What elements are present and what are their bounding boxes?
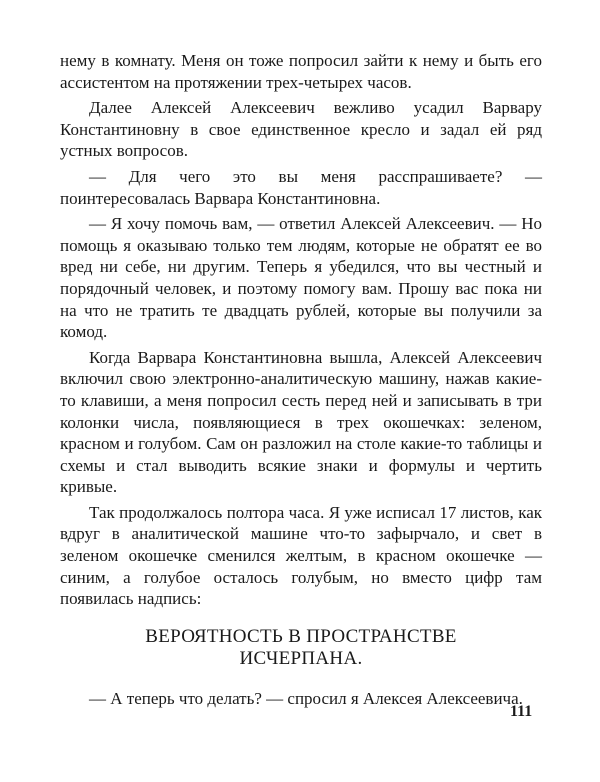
heading-line-1: ВЕРОЯТНОСТЬ В ПРОСТРАНСТВЕ — [145, 625, 457, 647]
paragraph-6: Так продолжалось полтора часа. Я уже исписал 17 листов, как вдруг в аналитической машине что-то зафырчало, и свет в зеленом окошечке сменился желтым, в красном окошечке — синим, а голубое осталось голубым, но вместо цифр там появилась надпись: — [60, 502, 542, 609]
paragraph-final: — А теперь что делать? — спросил я Алексея Алексеевича. — [89, 688, 523, 708]
machine-message-heading — [60, 626, 542, 670]
paragraph-3: — Для чего это вы меня расспрашиваете? — поинтересовалась Варвара Константиновна. — [60, 166, 542, 208]
page-number: 111 — [510, 703, 533, 720]
paragraph-4: — Я хочу помочь вам, — ответил Алексей Алексеевич. — Но помощь я оказываю только тем людям, которые не обратят ее во вред ни себе, ни другим. Теперь я убедился, что вы честный и порядочный человек, и поэтому помогу вам. Прошу вас пока ни на что не тратить те двадцать рублей, которые вы получили за комод. — [60, 214, 542, 342]
paragraph-2: Далее Алексей Алексеевич вежливо усадил Варвару Константиновну в свое единственное кресло и задал ей ряд устных вопросов. — [60, 98, 542, 161]
paragraph-1: нему в комнату. Меня он тоже попросил зайти к нему и быть его ассистентом на протяжении трех-четырех часов. — [60, 51, 542, 92]
heading-line-2: ИСЧЕРПАНА. — [239, 647, 363, 669]
paragraph-5: Когда Варвара Константиновна вышла, Алексей Алексеевич включил свою электронно-аналитическую машину, нажав какие-то клавиши, а меня попросил сесть перед ней и записывать в три колонки числа, появляющиеся в трех окошечках: зеленом, красном и голубом. Сам он разложил на столе какие-то таблицы и схемы и стал выводить всякие знаки и формулы и чертить кривые. — [60, 347, 542, 497]
book-page — [60, 50, 542, 713]
